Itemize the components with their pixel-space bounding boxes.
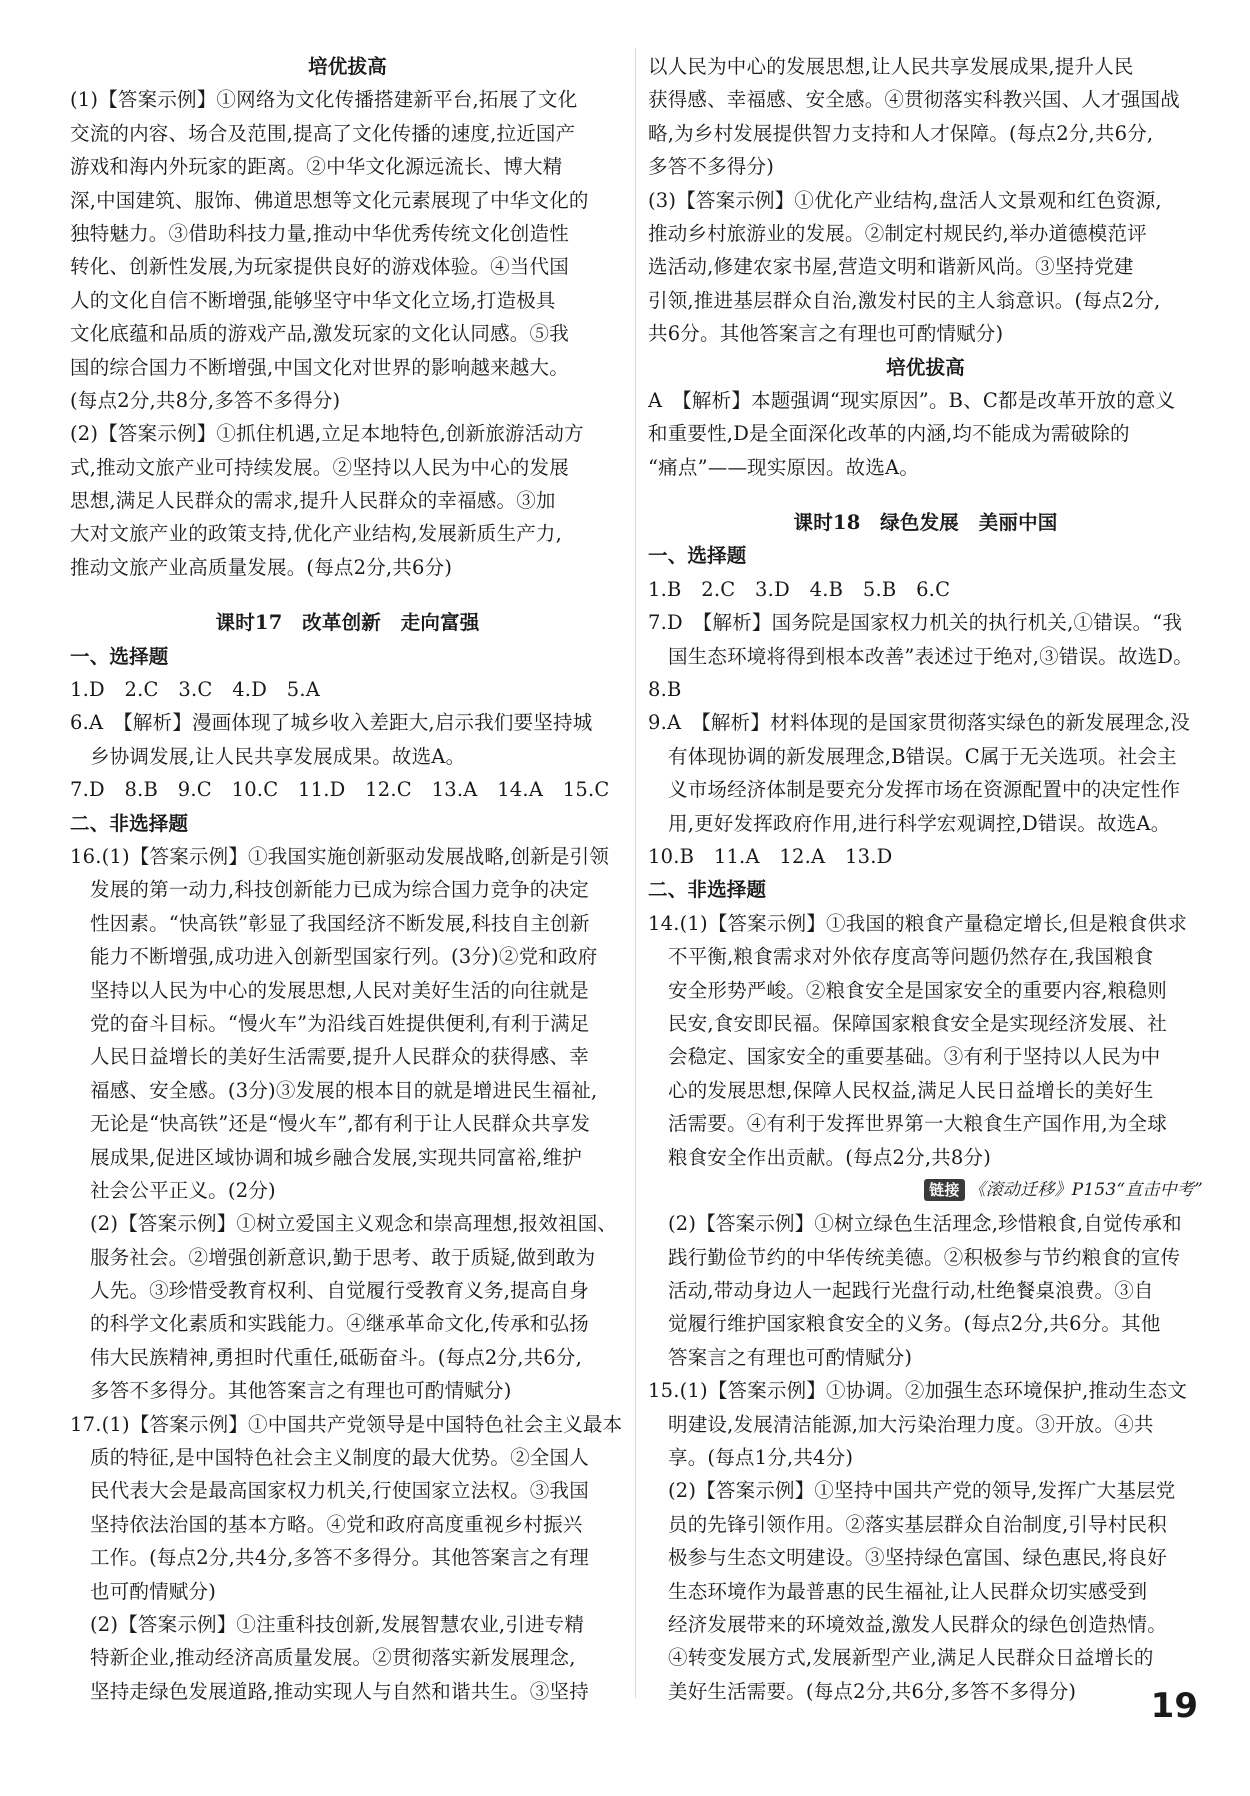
answers-1-5: 1.D 2.C 3.C 4.D 5.A [70,678,321,702]
text-line: 安全形势严峻。②粮食安全是国家安全的重要内容,粮稳则 [668,978,1167,1002]
text-line: 乡协调发展,让人民共享发展成果。故选A。 [90,744,466,768]
answers-1-6: 1.B 2.C 3.D 4.B 5.B 6.C [648,577,951,601]
lesson-title-17: 课时17 改革创新 走向富强 [215,611,480,635]
link-icon: 链接 [924,1179,964,1201]
text-line: 转化、创新性发展,为玩家提供良好的游戏体验。④当代国 [70,255,569,279]
text-line: 活动,带动身边人一起践行光盘行动,杜绝餐桌浪费。③自 [668,1279,1154,1303]
text-line: 性因素。“快高铁”彰显了我国经济不断发展,科技自主创新 [90,911,590,935]
text-line: 觉履行维护国家粮食安全的义务。(每点2分,共6分。其他 [668,1312,1161,1336]
section-heading-nonchoice: 二、非选择题 [70,811,189,835]
text-line: 服务社会。②增强创新意识,勤于思考、敢于质疑,做到敢为 [90,1245,596,1269]
answer-block-q14 [648,907,1203,1174]
text-line: 民代表大会是最高国家权力机关,行使国家立法权。③我国 [90,1479,589,1503]
text-line: 坚持走绿色发展道路,推动实现人与自然和谐共生。③坚持 [90,1679,589,1703]
text-line: (2)【答案示例】①坚持中国共产党的领导,发挥广大基层党 [668,1479,1176,1503]
text-line: 生态环境作为最普惠的民生福祉,让人民群众切实感受到 [668,1579,1148,1603]
text-line: 17.(1)【答案示例】①中国共产党领导是中国特色社会主义最本 [70,1412,623,1436]
section-heading-choice: 一、选择题 [648,544,747,568]
section-heading-choice: 一、选择题 [70,644,169,668]
text-line: 国生态环境将得到根本改善”表述过于绝对,③错误。故选D。 [668,644,1193,668]
text-line: 选活动,修建农家书屋,营造文明和谐新风尚。③坚持党建 [648,255,1134,279]
text-line: 国的综合国力不断增强,中国文化对世界的影响越来越大。 [70,355,569,379]
text-line: 交流的内容、场合及范围,提高了文化传播的速度,拉近国产 [70,121,576,145]
answer-block-culture [70,83,625,584]
right-column [648,50,1203,1708]
answer-block-q15 [648,1374,1203,1708]
answers-10-13: 10.B 11.A 12.A 13.D [648,844,893,868]
text-line: 福感、安全感。(3分)③发展的根本目的就是增进民生福祉, [90,1078,598,1102]
lesson-title-18: 课时18 绿色发展 美丽中国 [793,511,1058,535]
answers-7-15: 7.D 8.B 9.C 10.C 11.D 12.C 13.A 14.A 15.C [70,778,610,802]
text-line: 坚持以人民为中心的发展思想,人民对美好生活的向往就是 [90,978,589,1002]
text-line: 游戏和海内外玩家的距离。②中华文化源远流长、博大精 [70,155,563,179]
text-line: 引领,推进基层群众自治,激发村民的主人翁意识。(每点2分, [648,288,1161,312]
text-line: 无论是“快高铁”还是“慢火车”,都有利于让人民群众共享发 [90,1112,591,1136]
text-line: 6.A 【解析】漫画体现了城乡收入差距大,启示我们要坚持城 [70,711,593,735]
text-line: 推动乡村旅游业的发展。②制定村规民约,举办道德模范评 [648,221,1147,245]
section-title-peiyou: 培优拔高 [886,355,965,379]
text-line: (2)【答案示例】①树立爱国主义观念和崇高理想,报效祖国、 [90,1212,618,1236]
text-line: 质的特征,是中国特色社会主义制度的最大优势。②全国人 [90,1446,589,1470]
text-line: 和重要性,D是全面深化改革的内涵,均不能成为需破除的 [648,422,1130,446]
text-line: 以人民为中心的发展思想,让人民共享发展成果,提升人民 [648,55,1134,78]
text-line: 民安,食安即民福。保障国家粮食安全是实现经济发展、社 [668,1011,1167,1035]
text-line: 极参与生态文明建设。③坚持绿色富国、绿色惠民,将良好 [668,1546,1167,1570]
text-line: 人民日益增长的美好生活需要,提升人民群众的获得感、幸 [90,1045,589,1069]
text-line: 工作。(每点2分,共4分,多答不多得分。其他答案言之有理 [90,1546,589,1570]
text-line: 明建设,发展清洁能源,加大污染治理力度。③开放。④共 [668,1412,1154,1436]
text-line: ④转变发展方式,发展新型产业,满足人民群众日益增长的 [668,1646,1154,1670]
text-line: 活需要。④有利于发挥世界第一大粮食生产国作用,为全球 [668,1112,1167,1136]
text-line: 特新企业,推动经济高质量发展。②贯彻落实新发展理念, [90,1646,576,1670]
text-line: (2)【答案示例】①注重科技创新,发展智慧农业,引进专精 [90,1612,585,1636]
text-line: 践行勤俭节约的中华传统美德。②积极参与节约粮食的宣传 [668,1245,1181,1269]
text-line: (1)【答案示例】①网络为文化传播搭建新平台,拓展了文化 [70,88,578,112]
text-line: 坚持依法治国的基本方略。④党和政府高度重视乡村振兴 [90,1512,583,1536]
text-line: 伟大民族精神,勇担时代重任,砥砺奋斗。(每点2分,共6分, [90,1345,583,1369]
text-line: 推动文旅产业高质量发展。(每点2分,共6分) [70,555,453,579]
text-line: 经济发展带来的环境效益,激发人民群众的绿色创造热情。 [668,1612,1167,1636]
text-line: (2)【答案示例】①抓住机遇,立足本地特色,创新旅游活动方 [70,422,584,446]
left-column [70,50,625,1708]
text-line: 文化底蕴和品质的游戏产品,激发玩家的文化认同感。⑤我 [70,322,569,346]
text-line: “痛点”——现实原因。故选A。 [648,455,920,479]
text-line: 获得感、幸福感、安全感。④贯彻落实科教兴国、人才强国战 [648,88,1180,112]
text-line: 也可酌情赋分) [90,1579,217,1603]
answer-block-q17-continued [648,50,1203,351]
text-line: 人先。③珍惜受教育权利、自觉履行受教育义务,提高自身 [90,1279,589,1303]
answer-block-q17 [70,1408,625,1709]
text-line: 独特魅力。③借助科技力量,推动中华优秀传统文化创造性 [70,221,569,245]
text-line: 16.(1)【答案示例】①我国实施创新驱动发展战略,创新是引领 [70,844,610,868]
text-line: 享。(每点1分,共4分) [668,1446,854,1470]
column-divider [635,48,636,1698]
text-line: 能力不断增强,成功进入创新型国家行列。(3分)②党和政府 [90,945,598,969]
answer-block-q14-part2 [648,1207,1203,1374]
text-line: 党的奋斗目标。“慢火车”为沿线百姓提供便利,有利于满足 [90,1011,590,1035]
text-line: 义市场经济体制是要充分发挥市场在资源配置中的决定性作 [668,778,1181,802]
text-line: 共6分。其他答案言之有理也可酌情赋分) [648,322,1004,346]
text-line: 多答不多得分) [648,155,775,179]
text-line: 思想,满足人民群众的需求,提升人民群众的幸福感。③加 [70,489,556,513]
text-line: 9.A 【解析】材料体现的是国家贯彻落实绿色的新发展理念,没 [648,711,1191,735]
text-line: (2)【答案示例】①树立绿色生活理念,珍惜粮食,自觉传承和 [668,1212,1182,1236]
text-line: 会稳定、国家安全的重要基础。③有利于坚持以人民为中 [668,1045,1161,1069]
cross-reference-link [648,1174,1203,1207]
text-line: 心的发展思想,保障人民权益,满足人民日益增长的美好生 [668,1078,1154,1102]
answer-block-q16 [70,840,625,1408]
text-line: 展成果,促进区域协调和城乡融合发展,实现共同富裕,维护 [90,1145,582,1169]
text-line: 发展的第一动力,科技创新能力已成为综合国力竞争的决定 [90,878,589,902]
text-line: (3)【答案示例】①优化产业结构,盘活人文景观和红色资源, [648,188,1162,212]
text-line: 人的文化自信不断增强,能够坚守中华文化立场,打造极具 [70,288,556,312]
text-line: 社会公平正义。(2分) [90,1178,276,1202]
text-line: (每点2分,共8分,多答不多得分) [70,388,341,412]
text-line: 的科学文化素质和实践能力。④继承革命文化,传承和弘扬 [90,1312,589,1336]
text-line: 14.(1)【答案示例】①我国的粮食产量稳定增长,但是粮食供求 [648,911,1188,935]
link-text: 《滚动迁移》P153“直击中考” [968,1179,1203,1200]
text-line: 15.(1)【答案示例】①协调。②加强生态环境保护,推动生态文 [648,1379,1188,1403]
text-line: 有体现协调的新发展理念,B错误。C属于无关选项。社会主 [668,744,1177,768]
text-line: 7.D 【解析】国务院是国家权力机关的执行机关,①错误。“我 [648,611,1183,635]
text-line: 大对文旅产业的政策支持,优化产业结构,发展新质生产力, [70,522,562,546]
section-heading-nonchoice: 二、非选择题 [648,878,767,902]
text-line: 员的先锋引领作用。②落实基层群众自治制度,引导村民积 [668,1512,1167,1536]
text-line: 略,为乡村发展提供智力支持和人才保障。(每点2分,共6分, [648,121,1154,145]
text-line: 粮食安全作出贡献。(每点2分,共8分) [668,1145,992,1169]
page-number: 19 [1150,1686,1198,1726]
text-line: 深,中国建筑、服饰、佛道思想等文化元素展现了中华文化的 [70,188,589,212]
text-line: 不平衡,粮食需求对外依存度高等问题仍然存在,我国粮食 [668,945,1154,969]
section-title-peiyou: 培优拔高 [308,55,387,78]
text-line: 用,更好发挥政府作用,进行科学宏观调控,D错误。故选A。 [668,811,1171,835]
text-line: 多答不多得分。其他答案言之有理也可酌情赋分) [90,1379,512,1403]
answer-8: 8.B [648,678,682,702]
text-line: 答案言之有理也可酌情赋分) [668,1345,913,1369]
text-line: A 【解析】本题强调“现实原因”。B、C都是改革开放的意义 [648,388,1176,412]
text-line: 式,推动文旅产业可持续发展。②坚持以人民为中心的发展 [70,455,569,479]
text-line: 美好生活需要。(每点2分,共6分,多答不多得分) [668,1679,1077,1703]
